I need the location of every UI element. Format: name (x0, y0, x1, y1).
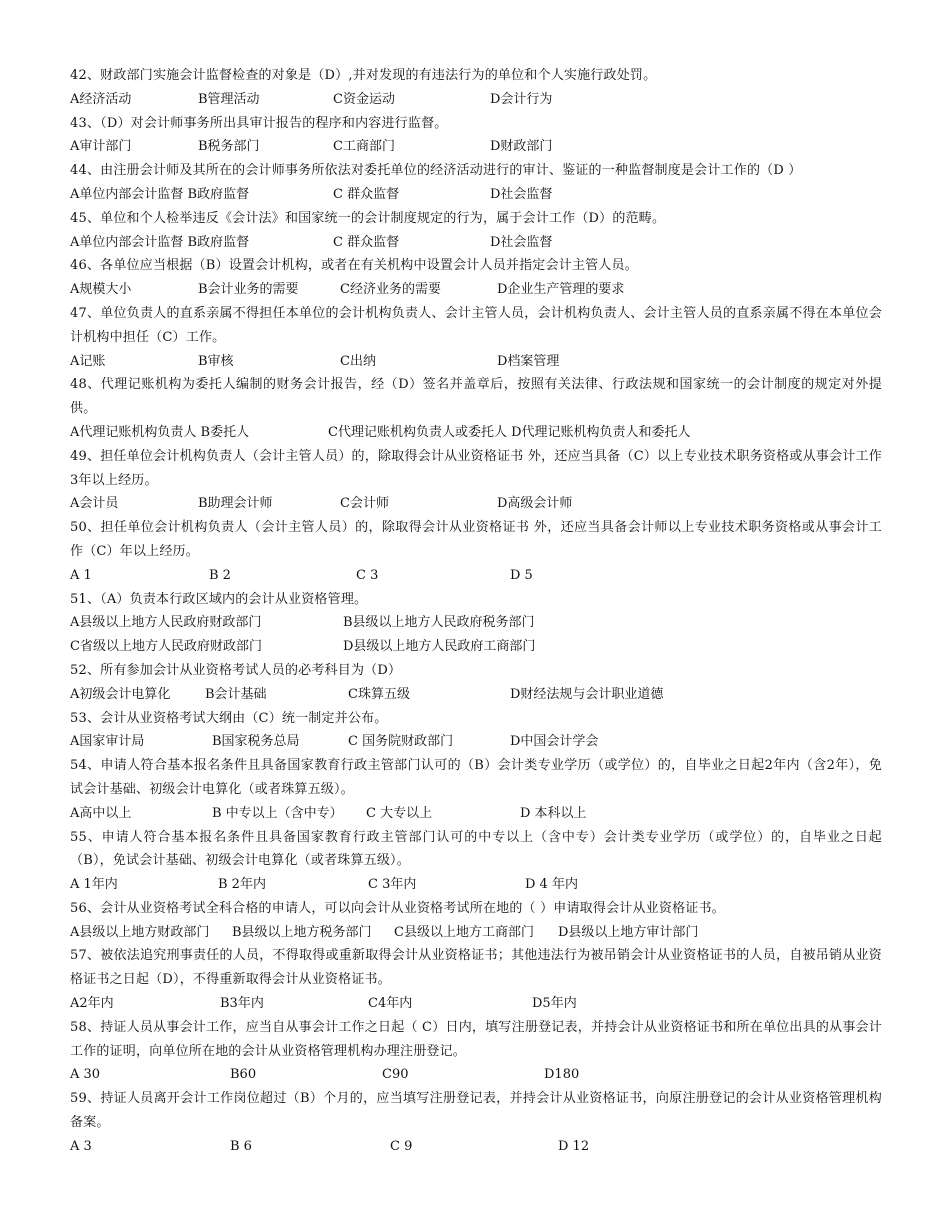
question-54-text: 54、申请人符合基本报名条件且具备国家教育行政主管部门认可的（B）会计类专业学历（或学位）的，自毕业之日起2年内（含2年），免试会计基础、初级会计电算化（或者珠算五级）。 (70, 758, 882, 797)
question-51-options-row1 (70, 611, 882, 635)
option-b: B助理会计师 (198, 496, 273, 512)
question-52-options (70, 683, 882, 707)
option-b: B国家税务总局 (212, 734, 300, 750)
option-c: C 3 (356, 567, 379, 583)
option-c: C出纳 (340, 353, 376, 369)
option-a: A 3 (70, 1138, 92, 1154)
option-d: D 本科以上 (520, 805, 587, 821)
option-c: C省级以上地方人民政府财政部门 (70, 639, 262, 655)
option-d: D企业生产管理的要求 (497, 282, 625, 298)
question-58-options (70, 1063, 882, 1087)
question-44-options (70, 183, 882, 207)
question-42-options (70, 88, 882, 112)
option-c-d: C代理记账机构负责人或委托人 D代理记账机构负责人和委托人 (328, 424, 691, 440)
option-a-b: A单位内部会计监督 B政府监督 (70, 234, 250, 250)
question-50-text: 50、担任单位会计机构负责人（会计主管人员）的，除取得会计从业资格证书 外，还应当具备会计师以上专业技术职务资格或从事会计工作（C）年以上经历。 (70, 520, 882, 559)
option-d: D会计行为 (490, 91, 553, 107)
question-47-options (70, 350, 882, 374)
question-48-options (70, 421, 882, 445)
question-43-text: 43、（D）对会计师事务所出具审计报告的程序和内容进行监督。 (70, 115, 448, 131)
option-d: D财政部门 (490, 139, 553, 155)
question-45-text: 45、单位和个人检举违反《会计法》和国家统一的会计制度规定的行为，属于会计工作（D）的范畴。 (70, 210, 666, 226)
option-d: D县级以上地方人民政府工商部门 (343, 639, 536, 655)
option-c: C 大专以上 (366, 805, 433, 821)
question-51-text: 51、（A）负责本行政区域内的会计从业资格管理。 (70, 591, 368, 607)
option-c: C 9 (390, 1138, 413, 1154)
question-57-options (70, 992, 882, 1016)
option-a: A会计员 (70, 496, 119, 512)
question-59-text: 59、持证人员离开会计工作岗位超过（B）个月的，应当填写注册登记表，并持会计从业资格证书，向原注册登记的会计从业资格管理机构备案。 (70, 1091, 882, 1131)
question-58-text: 58、持证人员从事会计工作，应当自从事会计工作之日起（ C）日内，填写注册登记表，并持会计从业资格证书和所在单位出具的从事会计工作的证明，向单位所在地的会计从业资格管理机构办理注册登记。 (70, 1019, 882, 1059)
question-43-options (70, 135, 882, 159)
option-d: D档案管理 (497, 353, 560, 369)
option-a: A记账 (70, 353, 106, 369)
question-56-options (70, 921, 882, 945)
option-c: C 国务院财政部门 (348, 734, 454, 750)
option-d: D 5 (510, 567, 533, 583)
option-d: D5年内 (532, 996, 577, 1012)
question-44-text: 44、由注册会计师及其所在的会计师事务所依法对委托单位的经济活动进行的审计、鉴证的一种监督制度是会计工作的（D ） (70, 163, 802, 179)
question-57-text: 57、被依法追究刑事责任的人员，不得取得或重新取得会计从业资格证书；其他违法行为被吊销会计从业资格证书的人员，自被吊销从业资格证书之日起（D），不得重新取得会计从业资格证书。 (70, 948, 882, 988)
option-b: B县级以上地方税务部门 (232, 924, 372, 940)
option-c: C会计师 (340, 496, 389, 512)
question-51-options-row2 (70, 635, 882, 659)
option-b: B会计基础 (205, 686, 267, 702)
option-a-b: A单位内部会计监督 B政府监督 (70, 186, 250, 202)
option-d: D中国会计学会 (510, 734, 599, 750)
question-50-options (70, 564, 882, 588)
option-a: A初级会计电算化 (70, 686, 171, 702)
question-45-options (70, 231, 882, 255)
question-52-text: 52、所有参加会计从业资格考试人员的必考科目为（D） (70, 662, 402, 678)
question-49-options (70, 492, 882, 516)
question-55-options (70, 873, 882, 897)
option-b: B审核 (198, 353, 234, 369)
option-a: A国家审计局 (70, 734, 145, 750)
question-53-text: 53、会计从业资格考试大纲由（C）统一制定并公布。 (70, 710, 388, 726)
option-c: C资金运动 (333, 91, 395, 107)
option-c: C4年内 (368, 996, 413, 1012)
option-d: D 4 年内 (525, 877, 578, 893)
question-54-options (70, 802, 882, 826)
question-59-options (70, 1135, 882, 1159)
option-d: D县级以上地方审计部门 (558, 924, 699, 940)
option-a: A经济活动 (70, 91, 132, 107)
question-42-text: 42、财政部门实施会计监督检查的对象是（D）,并对发现的有违法行为的单位和个人实施行政处罚。 (70, 68, 657, 83)
option-d: D高级会计师 (497, 496, 573, 512)
option-a: A审计部门 (70, 139, 132, 155)
option-c: C 群众监督 (333, 186, 400, 202)
option-d: D财经法规与会计职业道德 (510, 686, 664, 702)
option-a: A2年内 (70, 996, 114, 1012)
option-a: A县级以上地方人民政府财政部门 (70, 615, 262, 631)
option-c: C 3年内 (368, 877, 417, 893)
option-c: C经济业务的需要 (340, 282, 441, 298)
option-a-b: A代理记账机构负责人 B委托人 (70, 424, 250, 440)
option-b: B会计业务的需要 (198, 282, 299, 298)
option-b: B 2年内 (218, 877, 266, 893)
question-55-text: 55、申请人符合基本报名条件且具备国家教育行政主管部门认可的中专以上（含中专）会计类专业学历（或学位）的，自毕业之日起（B），免试会计基础、初级会计电算化（或者珠算五级）。 (70, 829, 882, 869)
document-page (70, 64, 882, 1159)
option-d: D 12 (558, 1138, 590, 1154)
option-b: B 6 (230, 1138, 252, 1154)
option-c: C90 (382, 1067, 409, 1083)
question-56-text: 56、会计从业资格考试全科合格的申请人，可以向会计从业资格考试所在地的（ ）申请取得会计从业资格证书。 (70, 900, 725, 916)
option-c: C珠算五级 (348, 686, 410, 702)
option-a: A 30 (70, 1067, 101, 1083)
question-53-options (70, 730, 882, 754)
option-c: C县级以上地方工商部门 (394, 924, 534, 940)
option-a: A高中以上 (70, 805, 132, 821)
option-b: B管理活动 (198, 91, 260, 107)
question-46-options (70, 278, 882, 302)
option-a: A规模大小 (70, 282, 132, 298)
option-d: D180 (544, 1067, 580, 1083)
option-b: B 2 (209, 567, 231, 583)
question-48-text: 48、代理记账机构为委托人编制的财务会计报告，经（D）签名并盖章后，按照有关法律、行政法规和国家统一的会计制度的规定对外提供。 (70, 377, 882, 417)
option-d: D社会监督 (490, 234, 553, 250)
question-46-text: 46、各单位应当根据（B）设置会计机构，或者在有关机构中设置会计人员并指定会计主管人员。 (70, 258, 638, 274)
option-a: A 1年内 (70, 877, 118, 893)
option-b: B税务部门 (198, 139, 260, 155)
question-49-text: 49、担任单位会计机构负责人（会计主管人员）的，除取得会计从业资格证书 外，还应当具备（C）以上专业技术职务资格或从事会计工作3年以上经历。 (70, 448, 882, 488)
option-a: A县级以上地方财政部门 (70, 924, 210, 940)
option-b: B3年内 (220, 996, 264, 1012)
option-b: B 中专以上（含中专） (212, 805, 343, 821)
option-c: C工商部门 (333, 139, 395, 155)
option-c: C 群众监督 (333, 234, 400, 250)
option-d: D社会监督 (490, 186, 553, 202)
question-47-text: 47、单位负责人的直系亲属不得担任本单位的会计机构负责人、会计主管人员，会计机构负责人、会计主管人员的直系亲属不得在本单位会计机构中担任（C）工作。 (70, 305, 882, 345)
option-b: B县级以上地方人民政府税务部门 (343, 615, 535, 631)
option-a: A 1 (70, 567, 92, 583)
option-b: B60 (230, 1067, 257, 1083)
